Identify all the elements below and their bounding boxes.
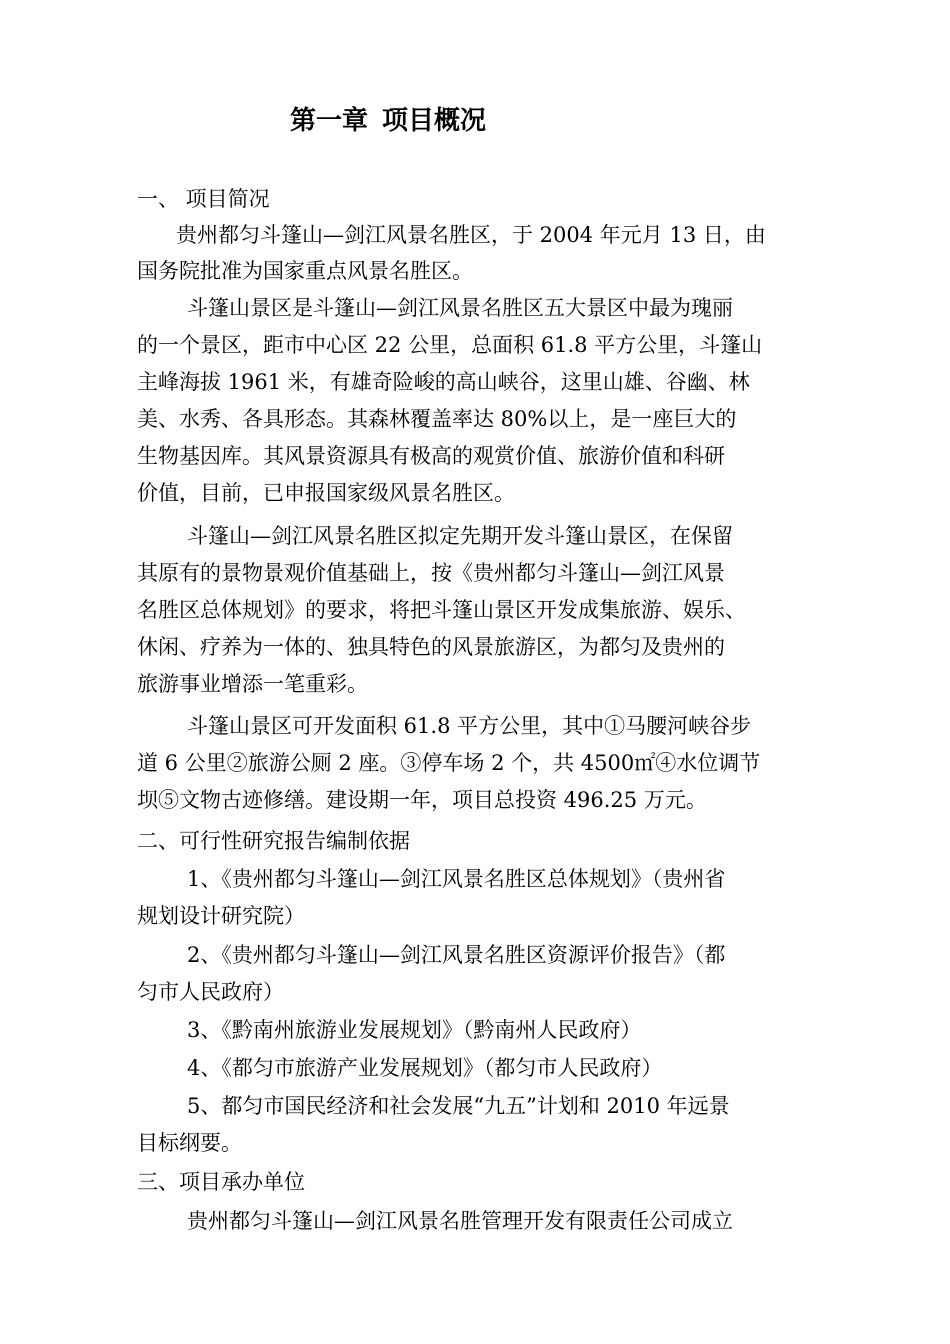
paragraph-line: 休闲、疗养为一体的、独具特色的风景旅游区，为都匀及贵州的 bbox=[137, 635, 725, 659]
paragraph-line: 规划设计研究院） bbox=[137, 904, 305, 928]
paragraph-line: 生物基因库。其风景资源具有极高的观赏价值、旅游价值和科研 bbox=[137, 444, 725, 468]
paragraph-line: 美、水秀、各具形态。其森林覆盖率达 80%以上，是一座巨大的 bbox=[137, 407, 737, 431]
section-heading-1: 一、 项目简况 bbox=[137, 187, 270, 211]
paragraph-line: 国务院批准为国家重点风景名胜区。 bbox=[137, 259, 473, 283]
paragraph-line: 主峰海拔 1961 米，有雄奇险峻的高山峡谷，这里山雄、谷幽、林 bbox=[137, 370, 750, 394]
paragraph-line: 旅游事业增添一笔重彩。 bbox=[137, 672, 368, 696]
paragraph-line: 斗篷山景区是斗篷山—剑江风景名胜区五大景区中最为瑰丽 bbox=[187, 296, 733, 320]
paragraph-line: 贵州都匀斗篷山—剑江风景名胜区，于 2004 年元月 13 日，由 bbox=[176, 223, 766, 247]
reference-item-3: 3、《黔南州旅游业发展规划》（黔南州人民政府） bbox=[187, 1018, 642, 1042]
paragraph-line: 坝⑤文物古迹修缮。建设期一年，项目总投资 496.25 万元。 bbox=[137, 788, 707, 812]
paragraph-line: 匀市人民政府） bbox=[137, 980, 284, 1004]
section-heading-2: 二、可行性研究报告编制依据 bbox=[137, 829, 410, 853]
reference-item-2: 2、《贵州都匀斗篷山—剑江风景名胜区资源评价报告》（都 bbox=[187, 943, 726, 967]
paragraph-line: 目标纲要。 bbox=[137, 1131, 242, 1155]
paragraph-line: 斗篷山景区可开发面积 61.8 平方公里，其中①马腰河峡谷步 bbox=[187, 714, 752, 738]
paragraph-line: 的一个景区，距市中心区 22 公里，总面积 61.8 平方公里，斗篷山 bbox=[137, 333, 763, 357]
reference-item-4: 4、《都匀市旅游产业发展规划》（都匀市人民政府） bbox=[187, 1056, 663, 1080]
chapter-title bbox=[290, 104, 486, 138]
paragraph-line: 名胜区总体规划》的要求，将把斗篷山景区开发成集旅游、娱乐、 bbox=[137, 598, 746, 622]
section-heading-3: 三、项目承办单位 bbox=[137, 1170, 305, 1194]
paragraph-line: 其原有的景物景观价值基础上，按《贵州都匀斗篷山—剑江风景 bbox=[137, 561, 725, 585]
chapter-label: 第一章 bbox=[290, 106, 369, 136]
paragraph-line: 价值，目前，已申报国家级风景名胜区。 bbox=[137, 481, 515, 505]
reference-item-1: 1、《贵州都匀斗篷山—剑江风景名胜区总体规划》（贵州省 bbox=[187, 867, 726, 891]
chapter-name: 项目概况 bbox=[382, 106, 487, 136]
paragraph-line: 斗篷山—剑江风景名胜区拟定先期开发斗篷山景区，在保留 bbox=[187, 524, 733, 548]
paragraph-line: 道 6 公里②旅游公厕 2 座。③停车场 2 个，共 4500㎡④水位调节 bbox=[137, 751, 761, 775]
paragraph-line: 贵州都匀斗篷山—剑江风景名胜管理开发有限责任公司成立 bbox=[187, 1209, 733, 1233]
reference-item-5: 5、都匀市国民经济和社会发展“九五”计划和 2010 年远景 bbox=[187, 1094, 730, 1118]
